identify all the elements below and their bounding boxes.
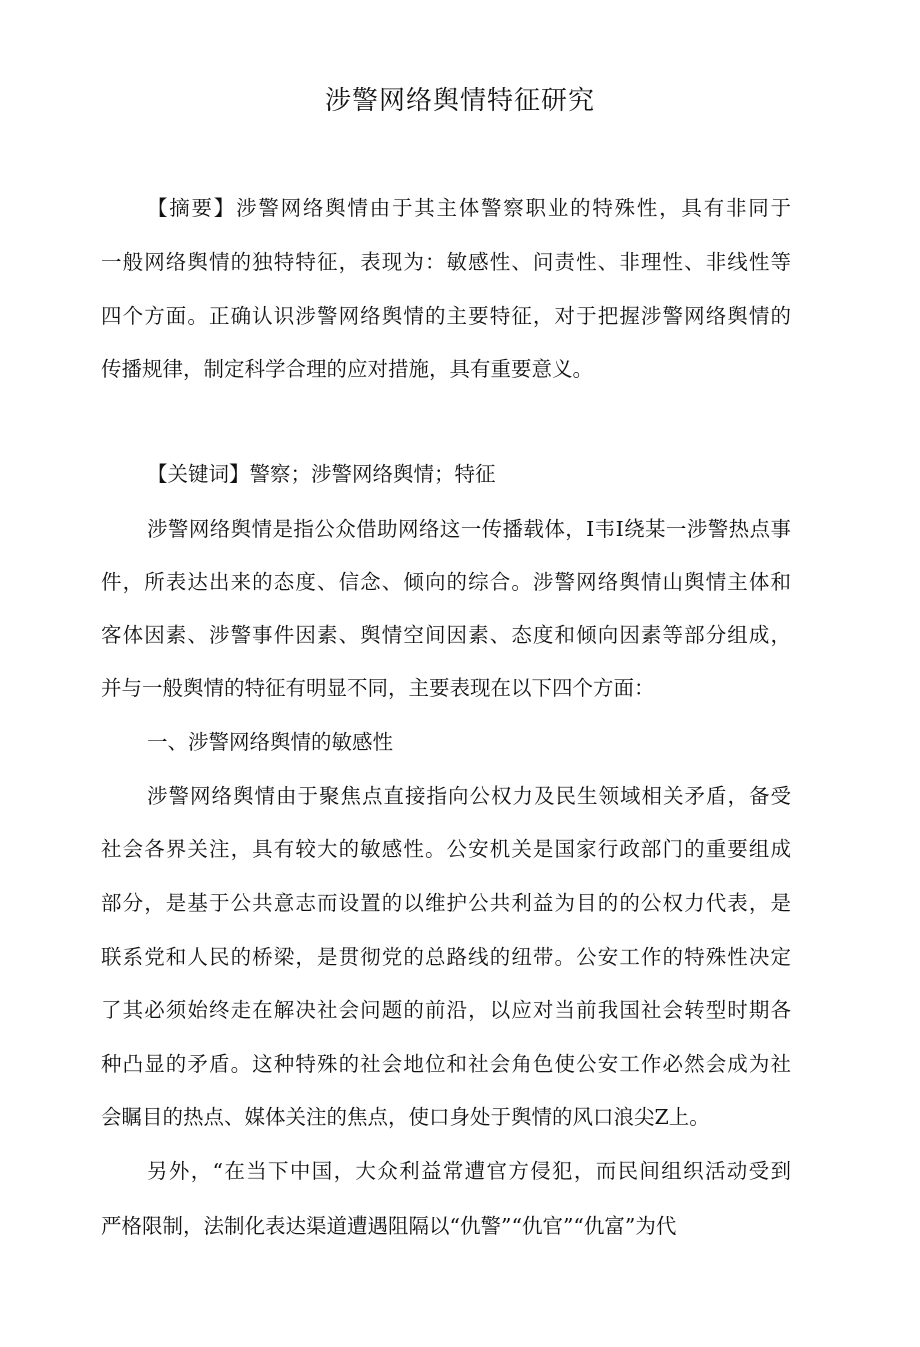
section-line: 联系党和人民的桥梁，是贯彻党的总路线的纽带。公安工作的特殊性决定 xyxy=(101,945,791,969)
section-line: 涉警网络舆情由于聚焦点直接指向公权力及民生领域相关矛盾，备受 xyxy=(147,784,791,808)
section-line: 社会各界关注，具有较大的敏感性。公安机关是国家行政部门的重要组成 xyxy=(101,837,791,861)
section-line: 了其必须始终走在解决社会问题的前沿，以应对当前我国社会转型时期各 xyxy=(101,998,791,1022)
abstract-line: 【摘要】涉警网络舆情由于其主体警察职业的特殊性，具有非同于 xyxy=(147,196,791,220)
section-line: 会瞩目的热点、媒体关注的焦点，使口身处于舆情的风口浪尖Z上。 xyxy=(101,1105,710,1129)
intro-line: 涉警网络舆情是指公众借助网络这一传播载体，I韦I绕某一涉警热点事 xyxy=(147,517,791,541)
section-line: 种凸显的矛盾。这种特殊的社会地位和社会角色使公安工作必然会成为社 xyxy=(101,1052,791,1076)
intro-line: 件，所表达出来的态度、信念、倾向的综合。涉警网络舆情山舆情主体和 xyxy=(101,570,791,594)
section-heading: 一、涉警网络舆情的敏感性 xyxy=(147,730,393,754)
abstract-line: 传播规律，制定科学合理的应对措施，具有重要意义。 xyxy=(101,357,593,381)
document-title: 涉警网络舆情特征研究 xyxy=(324,86,595,116)
intro-line: 并与一般舆情的特征有明显不同，主要表现在以下四个方面： xyxy=(101,676,655,700)
section-line: 另外，“在当下中国，大众利益常遭官方侵犯，而民间组织活动受到 xyxy=(147,1159,791,1183)
intro-line: 客体因素、涉警事件因素、舆情空间因素、态度和倾向因素等部分组成， xyxy=(101,623,791,647)
section-line: 严格限制，法制化表达渠道遭遇阻隔以“仇警”“仇官”“仇富”为代 xyxy=(101,1214,677,1238)
keywords: 【关键词】警察；涉警网络舆情；特征 xyxy=(147,462,496,486)
abstract-line: 一般网络舆情的独特特征，表现为：敏感性、问责性、非理性、非线性等 xyxy=(101,250,791,274)
section-line: 部分，是基于公共意志而设置的以维护公共利益为目的的公权力代表，是 xyxy=(101,891,791,915)
abstract-line: 四个方面。正确认识涉警网络舆情的主要特征，对于把握涉警网络舆情的 xyxy=(101,304,791,328)
